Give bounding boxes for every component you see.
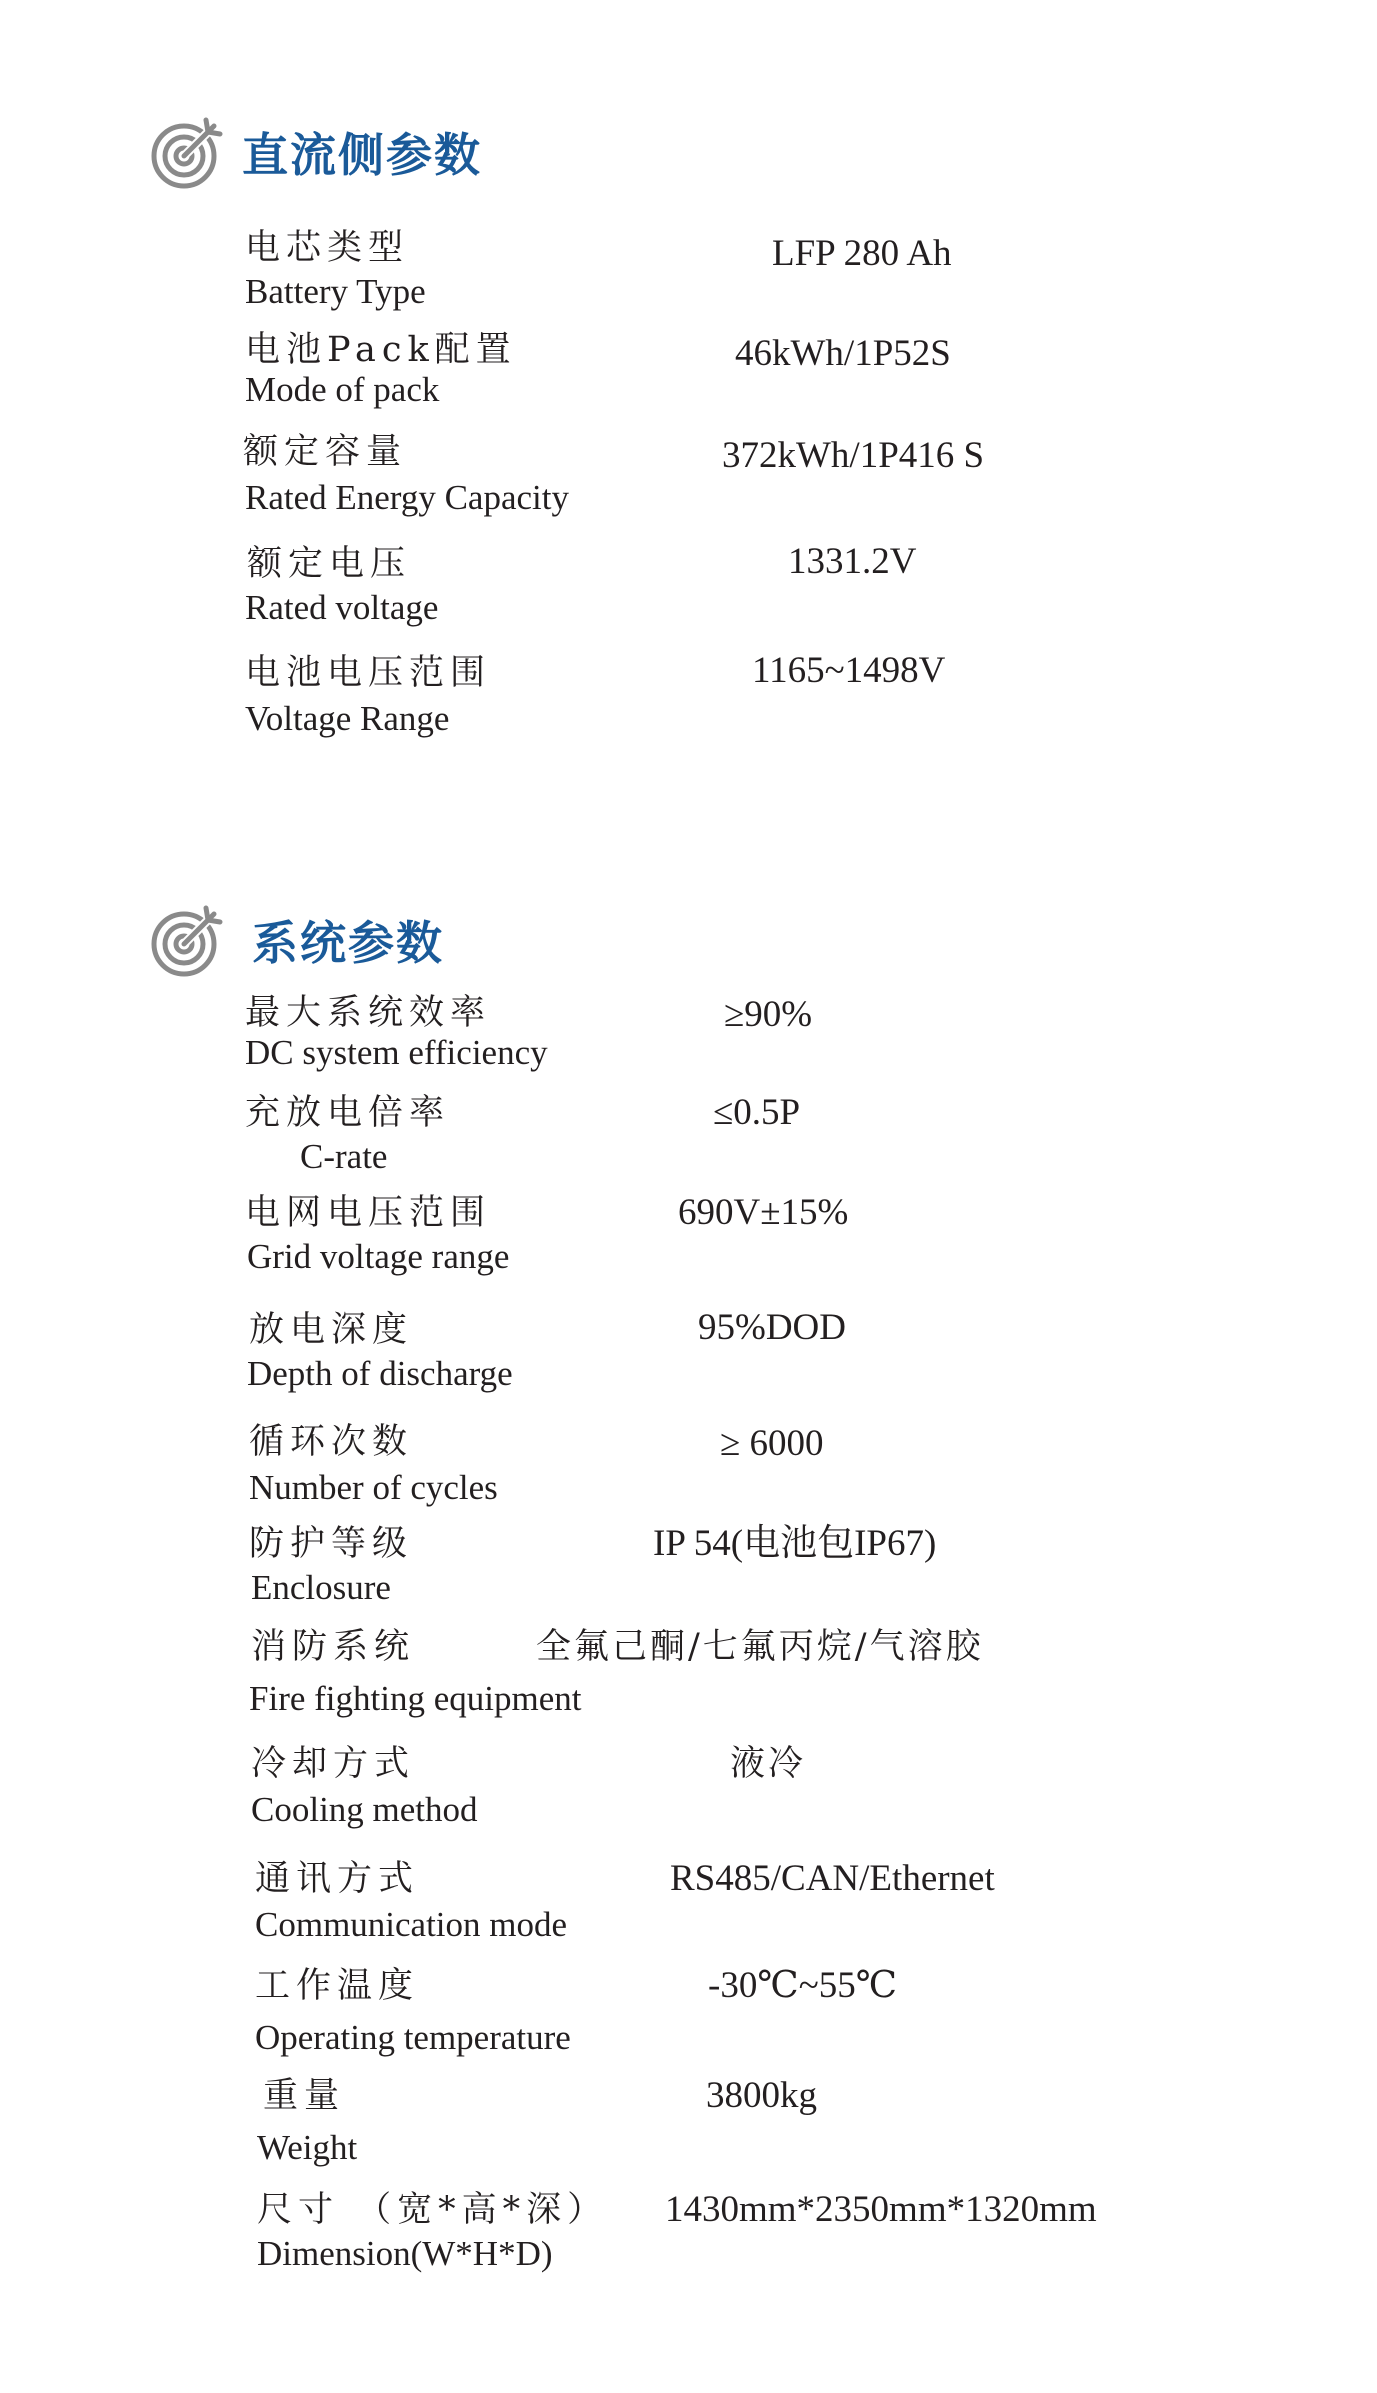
spec-label-cn: 冷却方式 [251,1744,416,1784]
spec-label-en: Number of cycles [249,1468,498,1507]
spec-label-cn: 防护等级 [249,1524,414,1564]
spec-label-cn: 循环次数 [249,1422,414,1462]
spec-label-cn: 电网电压范围 [245,1193,492,1233]
spec-label-en: Communication mode [255,1905,568,1944]
spec-row [0,1859,1377,1969]
spec-label-en: Mode of pack [245,370,440,409]
spec-label-en: Voltage Range [245,699,450,738]
spec-row [0,1193,1377,1303]
spec-row [0,650,1377,763]
spec-label-en: DC system efficiency [245,1033,548,1072]
spec-label-en: Grid voltage range [247,1237,510,1276]
spec-label-cn: 额定容量 [243,432,408,472]
spec-value: 1331.2V [788,541,917,582]
spec-row [0,432,1377,542]
spec-label-cn: 电芯类型 [245,228,410,268]
section-title: 直流侧参数 [242,128,482,182]
spec-label-cn: 最大系统效率 [245,993,492,1033]
spec-label-en: Battery Type [245,272,426,311]
spec-row [0,1307,1377,1420]
spec-label-en: Rated voltage [245,588,439,627]
spec-value: 1430mm*2350mm*1320mm [665,2189,1097,2230]
spec-label-cn: 重量 [263,2076,346,2116]
spec-value: 690V±15% [678,1192,849,1233]
spec-row [0,1744,1377,1854]
spec-label-cn: 充放电倍率 [245,1093,451,1133]
spec-row [0,1422,1377,1532]
spec-row [0,541,1377,654]
spec-row [0,1093,1377,1203]
spec-value: 372kWh/1P416 S [722,435,985,476]
spec-row [0,993,1377,1103]
spec-value: 全氟己酮/七氟丙烷/气溶胶 [536,1627,984,1667]
target-arrow-icon [148,112,228,192]
spec-label-cn: 尺寸 （宽*高*深） [257,2190,609,2230]
spec-label-cn: 消防系统 [251,1627,416,1667]
spec-label-en: C-rate [300,1137,388,1176]
spec-value: 液冷 [730,1744,807,1784]
spec-value: 3800kg [706,2075,817,2116]
spec-value: ≥ 6000 [720,1423,824,1464]
spec-row [0,330,1377,440]
section-title: 系统参数 [252,916,444,970]
spec-value: LFP 280 Ah [772,233,952,274]
spec-label-en: Depth of discharge [247,1354,513,1393]
spec-label-en: Cooling method [251,1790,478,1829]
spec-label-en: Dimension(W*H*D) [257,2234,553,2273]
spec-label-cn: 电池Pack配置 [245,330,517,370]
spec-label-en: Enclosure [251,1568,391,1607]
spec-label-cn: 工作温度 [255,1966,420,2006]
spec-value: ≤0.5P [713,1092,801,1133]
spec-value: RS485/CAN/Ethernet [670,1858,995,1899]
spec-row [0,1966,1377,2076]
spec-value: -30℃~55℃ [708,1965,898,2006]
spec-label-cn: 通讯方式 [255,1859,420,1899]
spec-label-cn: 电池电压范围 [245,653,492,693]
spec-row [0,2190,1377,2300]
spec-value: 1165~1498V [752,650,946,691]
spec-row [0,2076,1377,2186]
spec-value: ≥90% [724,994,813,1035]
spec-value: 46kWh/1P52S [735,333,951,374]
section-header-dc [148,112,482,192]
spec-row [0,228,1377,338]
section-header-system [148,900,444,980]
spec-label-en: Fire fighting equipment [249,1679,582,1718]
spec-label-en: Operating temperature [255,2018,571,2057]
spec-label-cn: 放电深度 [249,1310,414,1350]
spec-value: 95%DOD [698,1307,846,1348]
target-arrow-icon [148,900,228,980]
spec-value: IP 54(电池包IP67) [653,1523,937,1564]
spec-row [0,1524,1377,1634]
spec-row [0,1627,1377,1737]
spec-label-en: Rated Energy Capacity [245,478,569,517]
spec-label-en: Weight [257,2128,358,2167]
spec-label-cn: 额定电压 [247,544,412,584]
